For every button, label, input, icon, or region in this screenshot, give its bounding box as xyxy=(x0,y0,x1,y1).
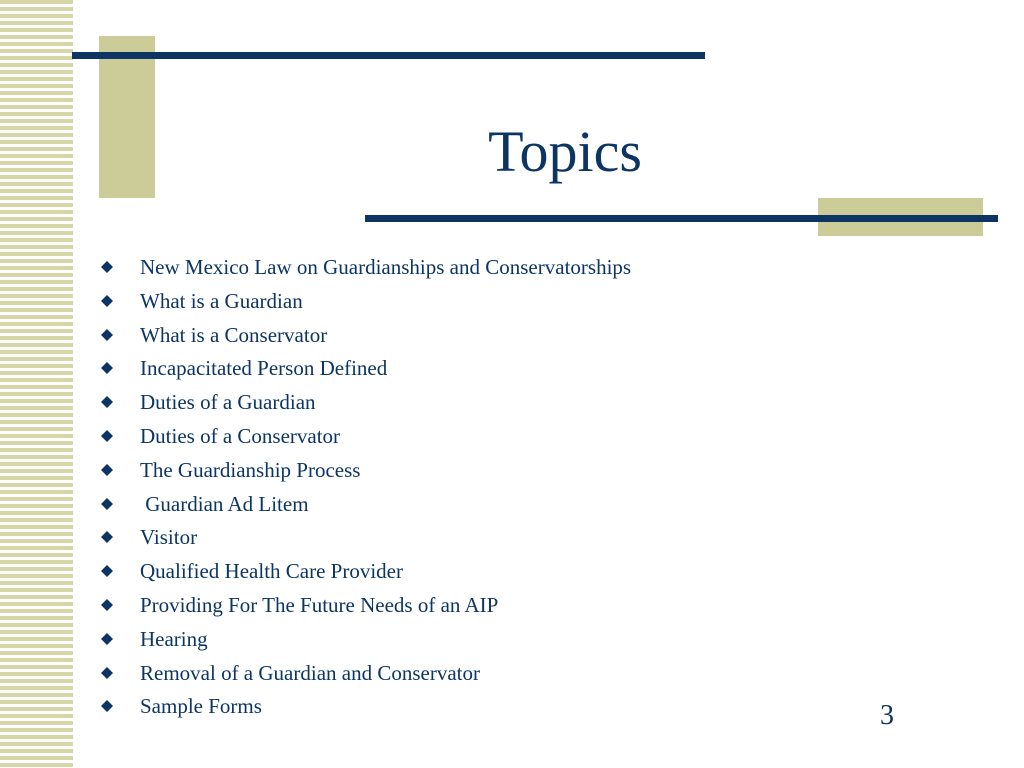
diamond-bullet-icon xyxy=(101,464,113,476)
topic-text: Qualified Health Care Provider xyxy=(140,559,403,584)
topic-item xyxy=(100,456,361,490)
topic-text: What is a Conservator xyxy=(140,322,328,347)
topic-text: New Mexico Law on Guardianships and Conservatorships xyxy=(140,255,632,279)
topic-item xyxy=(100,388,316,422)
diamond-bullet-icon xyxy=(101,565,113,577)
topic-text: Guardian Ad Litem xyxy=(140,491,309,516)
topic-text: Visitor xyxy=(140,525,198,550)
topic-text: Incapacitated Person Defined xyxy=(140,356,388,381)
diamond-bullet-icon xyxy=(101,329,113,341)
decorative-top-block xyxy=(99,36,155,198)
diamond-bullet-icon xyxy=(101,599,113,611)
topic-text: Providing For The Future Needs of an AIP xyxy=(140,592,499,617)
diamond-bullet-icon xyxy=(101,295,113,307)
decorative-stripes xyxy=(0,0,73,768)
topic-item xyxy=(100,490,309,524)
diamond-bullet-icon xyxy=(101,667,113,679)
topic-text: Removal of a Guardian and Conservator xyxy=(140,660,480,685)
topic-item xyxy=(100,692,262,726)
topic-item xyxy=(100,625,208,659)
topic-list xyxy=(100,253,632,726)
diamond-bullet-icon xyxy=(101,498,113,510)
topic-text: What is a Guardian xyxy=(140,288,303,313)
topic-item xyxy=(100,354,388,388)
topic-text: Hearing xyxy=(140,626,208,651)
topic-item xyxy=(100,557,403,591)
diamond-bullet-icon xyxy=(101,362,113,374)
topic-text: Duties of a Guardian xyxy=(140,390,316,415)
diamond-bullet-icon xyxy=(101,633,113,645)
topic-item xyxy=(100,253,632,287)
decorative-top-bar xyxy=(72,52,705,59)
topic-text: The Guardianship Process xyxy=(140,457,361,482)
page-number: 3 xyxy=(880,700,894,731)
decorative-bottom-bar xyxy=(365,215,998,222)
diamond-bullet-icon xyxy=(101,430,113,442)
diamond-bullet-icon xyxy=(101,261,113,273)
topic-item xyxy=(100,422,341,456)
slide-title: Topics xyxy=(488,119,642,184)
topic-item xyxy=(100,659,480,693)
diamond-bullet-icon xyxy=(101,396,113,408)
diamond-bullet-icon xyxy=(101,700,113,712)
topic-text: Sample Forms xyxy=(140,694,262,719)
topic-item xyxy=(100,321,328,355)
topic-item xyxy=(100,523,198,557)
topic-text: Duties of a Conservator xyxy=(140,423,341,448)
topic-item xyxy=(100,591,499,625)
diamond-bullet-icon xyxy=(101,531,113,543)
topic-item xyxy=(100,287,303,321)
